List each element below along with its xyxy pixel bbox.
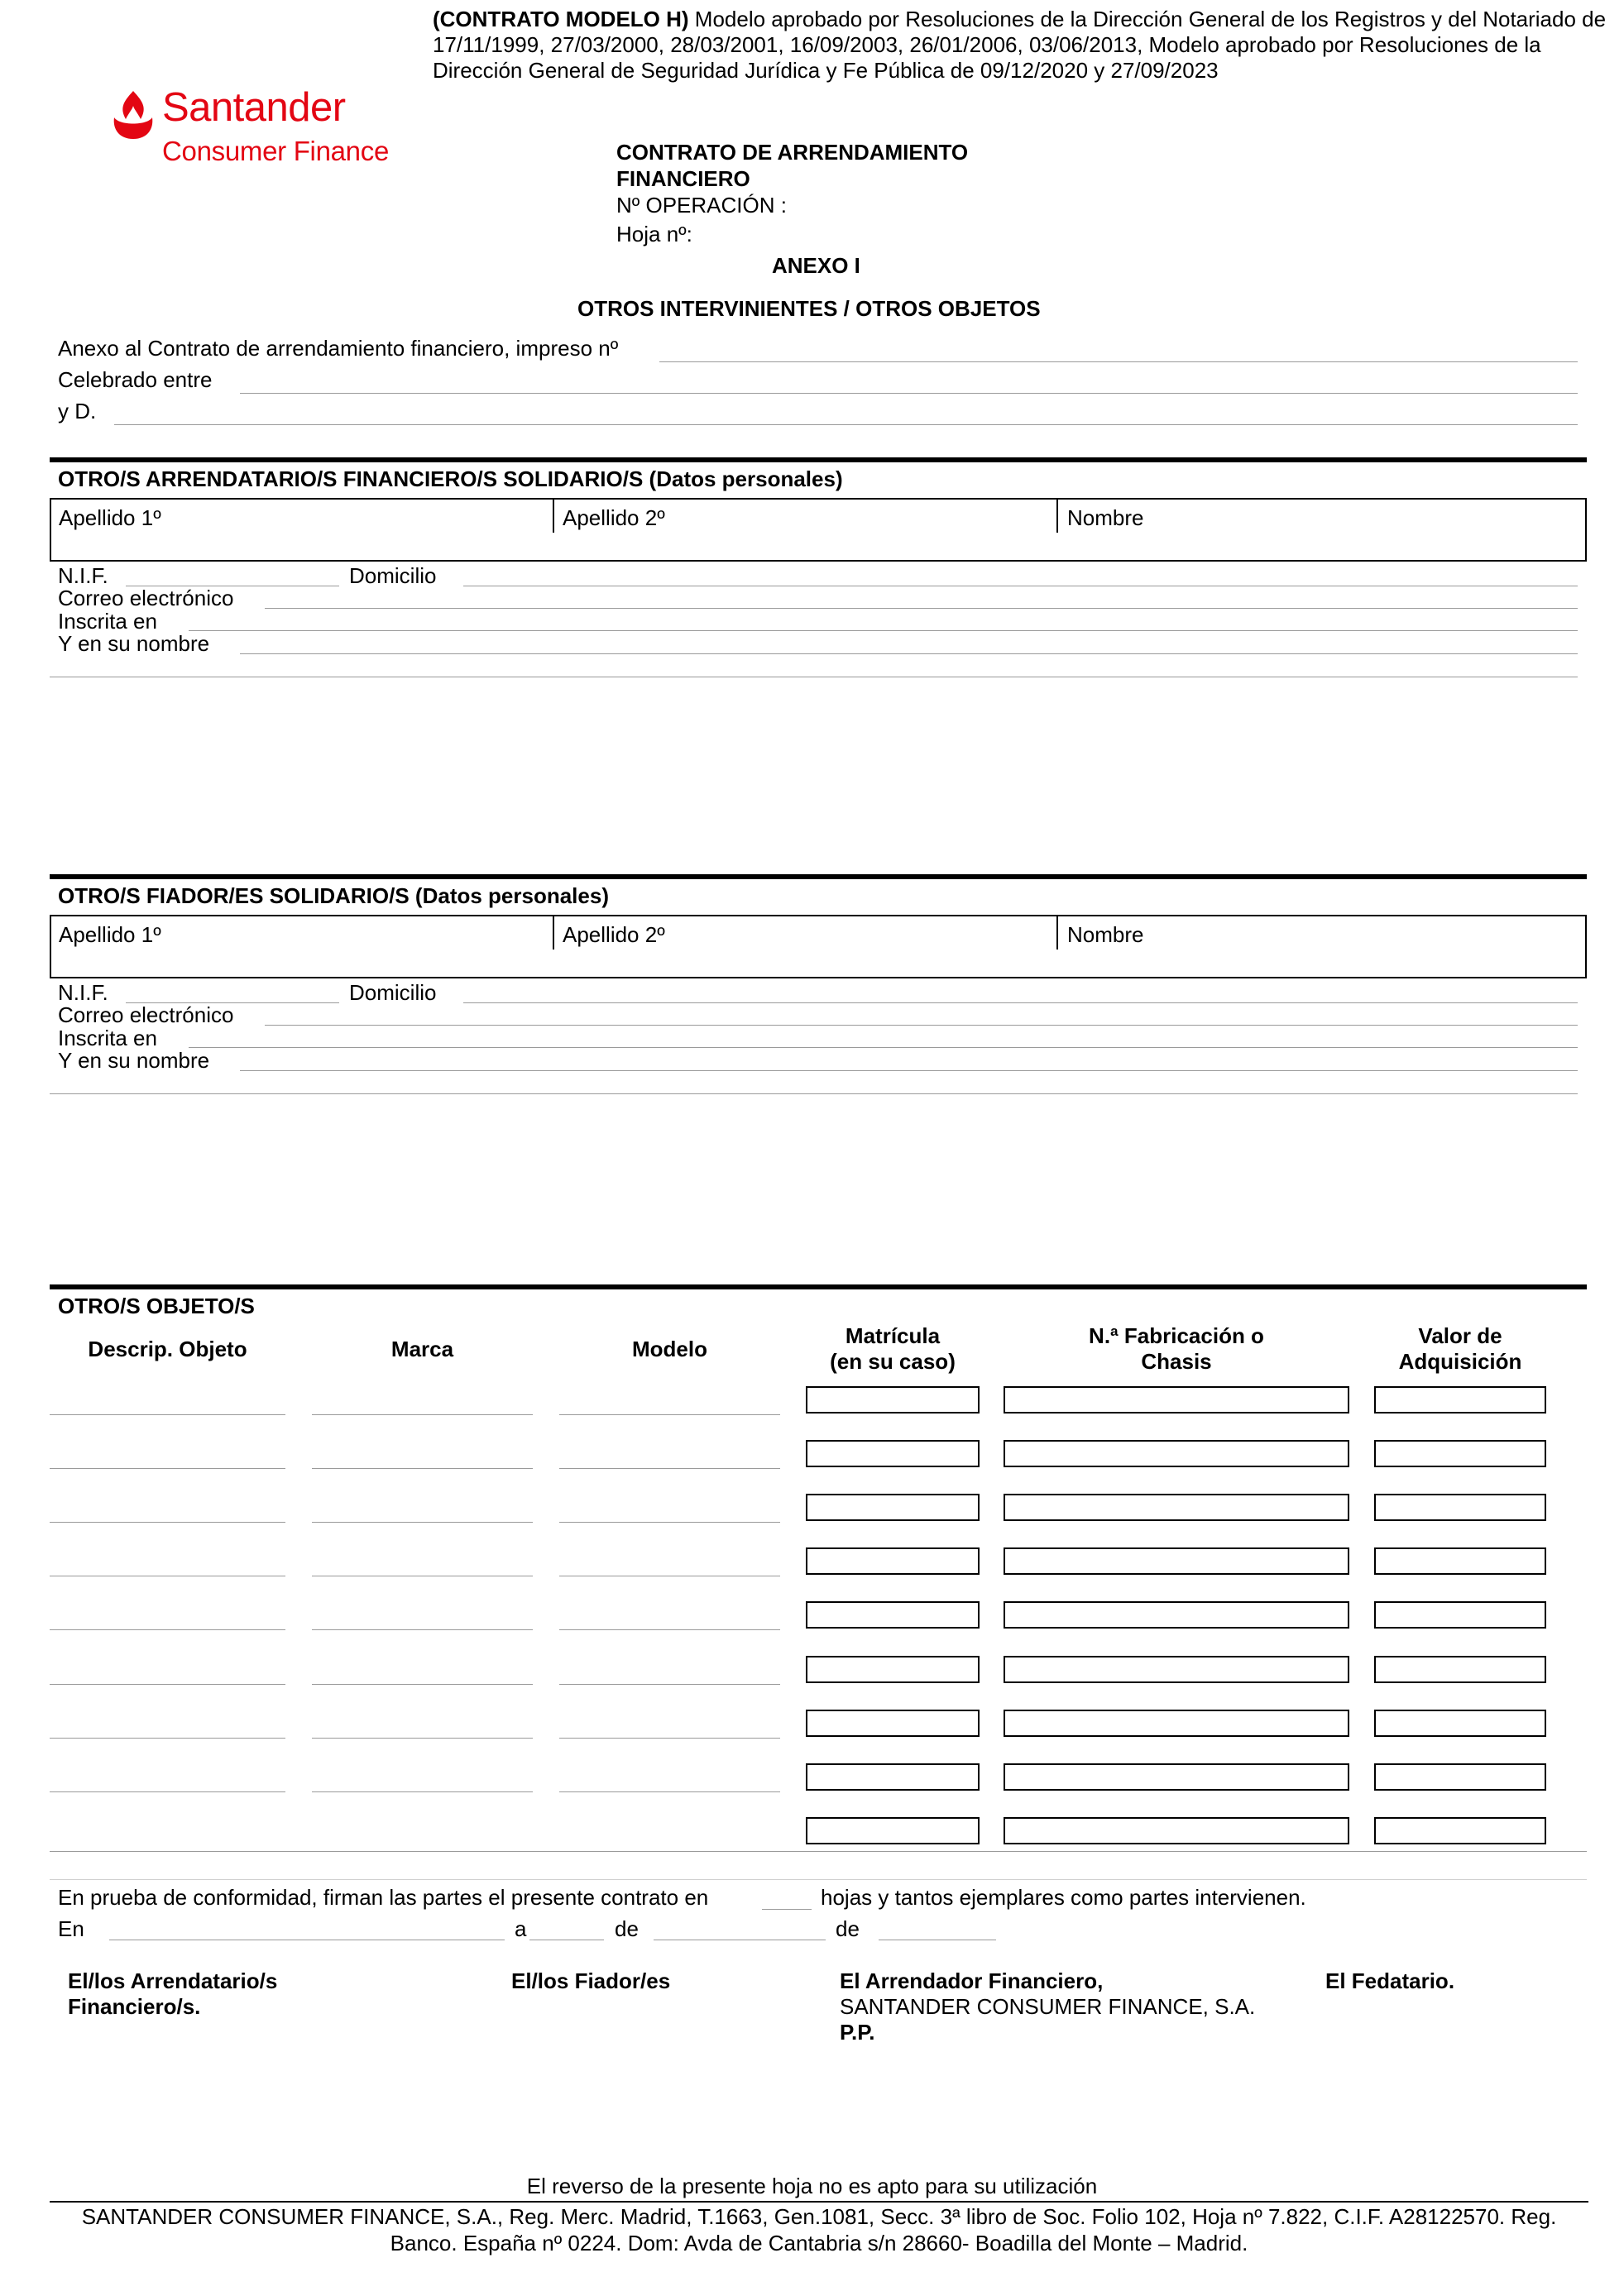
fiador-extra-field[interactable] [50, 1093, 1578, 1094]
objeto-fabricacion-box[interactable] [1004, 1710, 1349, 1737]
col-header-valor-line1: Valor de [1418, 1323, 1502, 1348]
y-d-field[interactable] [114, 424, 1578, 425]
objetos-bottom-line [50, 1851, 1587, 1852]
objeto-modelo-field[interactable] [559, 1629, 780, 1630]
col-header-fabricacion [1004, 1323, 1349, 1375]
arrendatario-correo-field[interactable] [265, 608, 1578, 609]
arrendatario-nombre-de-label: Y en su nombre [58, 631, 210, 656]
firma-de1-label: de [615, 1916, 639, 1941]
arrendatario-nombre-de-field[interactable] [240, 653, 1578, 654]
fiador-correo-label: Correo electrónico [58, 1002, 234, 1027]
signature-arrendador-line2: SANTANDER CONSUMER FINANCE, S.A. [840, 1994, 1256, 2019]
col-header-modelo: Modelo [632, 1337, 707, 1361]
objeto-matricula-box[interactable] [806, 1440, 980, 1467]
col-header-descrip: Descrip. Objeto [88, 1337, 247, 1361]
col-header-marca: Marca [390, 1337, 454, 1361]
signature-arrendador [840, 1968, 1255, 2045]
fiador-domicilio-label: Domicilio [349, 980, 437, 1005]
reverse-note: El reverso de la presente hoja no es apto para su utilización [526, 2174, 1098, 2198]
objeto-marca-field[interactable] [312, 1684, 533, 1685]
col-header-fabricacion-line2: Chasis [1141, 1349, 1212, 1374]
objeto-modelo-field[interactable] [559, 1684, 780, 1685]
arrendatario-domicilio-label: Domicilio [349, 563, 437, 588]
signature-arrendador-line3: P.P. [840, 2020, 875, 2045]
contract-title-line2: FINANCIERO [616, 166, 750, 191]
arrendatario-section-title: OTRO/S ARRENDATARIO/S FINANCIERO/S SOLIDARIO/S (Datos personales) [58, 466, 843, 491]
section-divider [50, 874, 1587, 879]
fiador-nombre-de-label: Y en su nombre [58, 1048, 210, 1073]
objeto-matricula-box[interactable] [806, 1763, 980, 1791]
arrendatario-inscrita-field[interactable] [189, 630, 1578, 631]
objeto-modelo-field[interactable] [559, 1791, 780, 1792]
model-title: (CONTRATO MODELO H) [433, 7, 689, 31]
objeto-fabricacion-box[interactable] [1004, 1601, 1349, 1629]
arrendatario-apellido1[interactable]: Apellido 1º [59, 505, 161, 530]
fiador-inscrita-label: Inscrita en [58, 1026, 157, 1050]
signature-arrendatario-line2: Financiero/s. [68, 1994, 201, 2019]
objeto-modelo-field[interactable] [559, 1738, 780, 1739]
signature-arrendatario [68, 1968, 277, 2020]
conformidad-text: En prueba de conformidad, firman las partes el presente contrato en [58, 1885, 709, 1910]
objeto-fabricacion-box[interactable] [1004, 1547, 1349, 1575]
celebrado-field[interactable] [240, 393, 1578, 394]
col-header-matricula-line2: (en su caso) [830, 1349, 956, 1374]
objeto-valor-box[interactable] [1374, 1494, 1546, 1521]
contract-title [616, 139, 968, 192]
fiador-nif-label: N.I.F. [58, 980, 108, 1005]
santander-logo [109, 86, 407, 175]
objeto-valor-box[interactable] [1374, 1601, 1546, 1629]
fiador-correo-field[interactable] [265, 1025, 1578, 1026]
fiador-nombre[interactable]: Nombre [1067, 922, 1144, 947]
flame-icon [111, 89, 156, 141]
fiador-apellido1[interactable]: Apellido 1º [59, 922, 161, 947]
fiador-inscrita-field[interactable] [189, 1047, 1578, 1048]
model-header [433, 7, 1607, 84]
model-description: Modelo aprobado por Resoluciones de la Dirección General de los Registros y del Notariado de 17/11/1999, 27/03/2000, 28/03/2001, 16/09/2003, 26/01/2006, 03/06/2013, Modelo aprobado por Resoluciones de la Dirección General de Seguridad Jurídica y Fe Pública de 09/12/2020 y 27/09/2023 [433, 7, 1607, 83]
objeto-valor-box[interactable] [1374, 1710, 1546, 1737]
objeto-matricula-box[interactable] [806, 1386, 980, 1413]
arrendatario-name-box [50, 498, 1587, 562]
objeto-fabricacion-box[interactable] [1004, 1763, 1349, 1791]
arrendatario-nif-label: N.I.F. [58, 563, 108, 588]
objeto-matricula-box[interactable] [806, 1547, 980, 1575]
col-header-valor [1374, 1323, 1546, 1375]
firma-a-label: a [515, 1916, 527, 1941]
logo-subtitle: Consumer Finance [162, 136, 389, 166]
objeto-marca-field[interactable] [312, 1791, 533, 1792]
arrendatario-apellido2[interactable]: Apellido 2º [563, 505, 665, 530]
objeto-marca-field[interactable] [312, 1738, 533, 1739]
signature-fedatario: El Fedatario. [1325, 1968, 1455, 1993]
conformidad-hojas-field[interactable] [762, 1909, 812, 1910]
signature-arrendador-line1: El Arrendador Financiero, [840, 1968, 1104, 1993]
col-header-fabricacion-line1: N.ª Fabricación o [1089, 1323, 1264, 1348]
objeto-valor-box[interactable] [1374, 1817, 1546, 1844]
footer-divider [50, 2201, 1588, 2203]
objeto-descrip-field[interactable] [50, 1738, 285, 1739]
annex-contract-label: Anexo al Contrato de arrendamiento financiero, impreso nº [58, 336, 619, 361]
sheet-label: Hoja nº: [616, 222, 692, 246]
signature-fiador: El/los Fiador/es [511, 1968, 671, 1993]
objeto-fabricacion-box[interactable] [1004, 1656, 1349, 1683]
objeto-fabricacion-box[interactable] [1004, 1494, 1349, 1521]
contract-title-line1: CONTRATO DE ARRENDAMIENTO [616, 140, 969, 165]
objeto-matricula-box[interactable] [806, 1710, 980, 1737]
objeto-valor-box[interactable] [1374, 1547, 1546, 1575]
footer-company-line2: Banco. España nº 0224. Dom: Avda de Cantabria s/n 28660- Boadilla del Monte – Madrid. [390, 2231, 1248, 2255]
operation-label: Nº OPERACIÓN : [616, 193, 787, 218]
objeto-fabricacion-box[interactable] [1004, 1386, 1349, 1413]
firma-en-label: En [58, 1916, 84, 1941]
objeto-marca-field[interactable] [312, 1629, 533, 1630]
objeto-valor-box[interactable] [1374, 1763, 1546, 1791]
col-header-matricula-line1: Matrícula [845, 1323, 941, 1348]
fiador-section-title: OTRO/S FIADOR/ES SOLIDARIO/S (Datos personales) [58, 883, 609, 908]
objeto-matricula-box[interactable] [806, 1494, 980, 1521]
objetos-divider [50, 1879, 1587, 1880]
y-d-label: y D. [58, 399, 97, 423]
arrendatario-nombre[interactable]: Nombre [1067, 505, 1144, 530]
section-divider [50, 457, 1587, 462]
annex-contract-number-field[interactable] [659, 361, 1578, 362]
objeto-descrip-field[interactable] [50, 1468, 285, 1469]
objeto-matricula-box[interactable] [806, 1817, 980, 1844]
arrendatario-correo-label: Correo electrónico [58, 586, 234, 610]
conformidad-text2: hojas y tantos ejemplares como partes intervienen. [821, 1885, 1306, 1910]
logo-name: Santander [162, 85, 346, 130]
celebrado-label: Celebrado entre [58, 367, 213, 392]
objeto-valor-box[interactable] [1374, 1440, 1546, 1467]
objeto-modelo-field[interactable] [559, 1468, 780, 1469]
objeto-valor-box[interactable] [1374, 1386, 1546, 1413]
col-header-valor-line2: Adquisición [1398, 1349, 1522, 1374]
signature-arrendatario-line1: El/los Arrendatario/s [68, 1968, 278, 1993]
fiador-name-box [50, 915, 1587, 978]
objeto-fabricacion-box[interactable] [1004, 1440, 1349, 1467]
fiador-domicilio-field[interactable] [463, 1002, 1578, 1003]
annex-title: ANEXO I [772, 253, 860, 278]
objeto-fabricacion-box[interactable] [1004, 1817, 1349, 1844]
objeto-matricula-box[interactable] [806, 1656, 980, 1683]
section-divider [50, 1284, 1587, 1289]
objeto-marca-field[interactable] [312, 1522, 533, 1523]
objeto-descrip-field[interactable] [50, 1629, 285, 1630]
objeto-descrip-field[interactable] [50, 1522, 285, 1523]
footer-company-line1: SANTANDER CONSUMER FINANCE, S.A., Reg. Merc. Madrid, T.1663, Gen.1081, Secc. 3ª libro de Soc. Folio 102, Hoja nº 7.822, C.I.F. A28122570. Reg. [81, 2204, 1557, 2229]
col-header-matricula [806, 1323, 980, 1375]
fiador-apellido2[interactable]: Apellido 2º [563, 922, 665, 947]
objeto-modelo-field[interactable] [559, 1414, 780, 1415]
objetos-section-title: OTRO/S OBJETO/S [58, 1294, 255, 1318]
objeto-valor-box[interactable] [1374, 1656, 1546, 1683]
objeto-descrip-field[interactable] [50, 1414, 285, 1415]
objeto-matricula-box[interactable] [806, 1601, 980, 1629]
footer-company [50, 2203, 1588, 2256]
fiador-nombre-de-field[interactable] [240, 1070, 1578, 1071]
annex-subtitle: OTROS INTERVINIENTES / OTROS OBJETOS [577, 296, 1041, 321]
objeto-modelo-field[interactable] [559, 1522, 780, 1523]
objeto-descrip-field[interactable] [50, 1684, 285, 1685]
objeto-marca-field[interactable] [312, 1414, 533, 1415]
arrendatario-inscrita-label: Inscrita en [58, 609, 157, 634]
objeto-marca-field[interactable] [312, 1468, 533, 1469]
firma-de2-label: de [836, 1916, 860, 1941]
objeto-descrip-field[interactable] [50, 1791, 285, 1792]
